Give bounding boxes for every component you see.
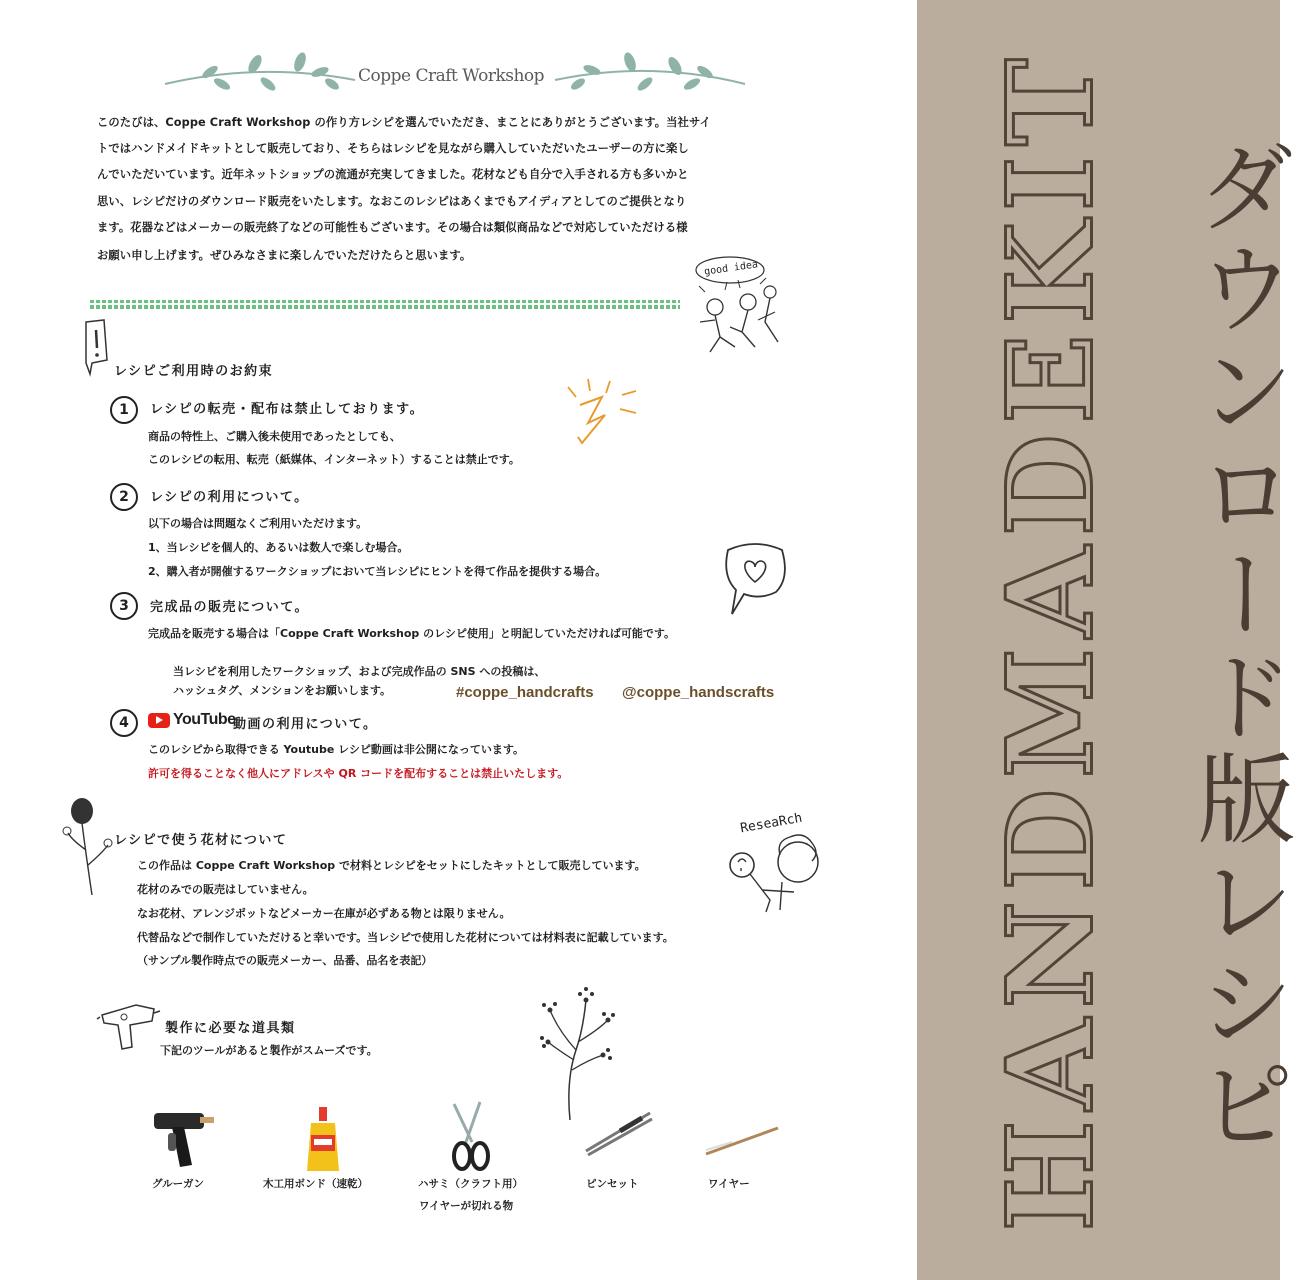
flower-doodle-icon	[62, 795, 114, 900]
intro-line: このたびは、Coppe Craft Workshop の作り方レシピを選んでいただき、まことにありがとうございます。当社サイ	[97, 116, 711, 129]
tool-label: ワイヤー	[708, 1178, 750, 1190]
rule-heading: 完成品の販売について。	[150, 600, 309, 615]
tool-label: グルーガン	[152, 1178, 204, 1190]
rule-heading: レシピの利用について。	[150, 490, 309, 505]
rule-number: 2	[110, 483, 138, 511]
flowers-line: （サンプル製作時点での販売メーカー、品番、品名を表記）	[137, 954, 433, 967]
youtube-wordmark: YouTube	[173, 711, 236, 728]
rule-number: 1	[110, 396, 138, 424]
rule-line: 商品の特性上、ご購入後未使用であったとしても、	[148, 430, 401, 443]
flowers-line: 代替品などで制作していただけると幸いです。当レシピで使用した花材については材料表に記載しています。	[137, 931, 674, 944]
rule-number: 4	[110, 709, 138, 737]
warning-line: 許可を得ることなく他人にアドレスや QR コードを配布することは禁止いたします。	[148, 767, 569, 780]
good-idea-label: good idea	[703, 259, 759, 278]
section-divider	[90, 300, 680, 309]
flowers-line: なお花材、アレンジポットなどメーカー在庫が必ずある物とは限りません。	[137, 907, 511, 920]
sns-line: 当レシピを利用したワークショップ、および完成作品の SNS への投稿は、	[173, 665, 546, 678]
rule-number: 3	[110, 592, 138, 620]
rule-line: 完成品を販売する場合は「Coppe Craft Workshop のレシピ使用」と明記していただければ可能です。	[148, 627, 675, 640]
rule-line: このレシピの転用、転売（紙媒体、インターネット）することは禁止です。	[148, 453, 520, 466]
flowers-line: この作品は Coppe Craft Workshop で材料とレシピをセットにしたキットとして販売しています。	[137, 859, 646, 872]
tools-subtitle: 下記のツールがあると製作がスムーズです。	[160, 1044, 378, 1057]
banner-japanese-title: ダウンロード版レシピ	[1181, 136, 1295, 1156]
intro-line: 思い、レシピだけのダウンロード販売をいたします。なおこのレシピはあくまでもアイディアとしてのご提供となり	[97, 195, 687, 208]
tool-label-line2: ワイヤーが切れる物	[419, 1200, 514, 1212]
rule-line: このレシピから取得できる Youtube レシピ動画は非公開になっています。	[148, 743, 524, 756]
hashtag[interactable]: #coppe_handcrafts	[456, 684, 594, 701]
rule-heading: 動画の利用について。	[233, 717, 378, 732]
research-label: ReseaRch	[739, 810, 804, 837]
intro-line: ます。花器などはメーカーの販売終了などの可能性もございます。その場合は類似商品などで対応していただける様	[97, 221, 688, 234]
flowers-title: レシピで使う花材について	[114, 833, 288, 848]
intro-line: トではハンドメイドキットとして販売しており、そちらはレシピを見ながら購入していただいたユーザーの方に楽し	[97, 142, 689, 155]
heart-bubble-icon	[720, 540, 790, 618]
sparkle-doodle-icon	[560, 375, 650, 450]
wire-icon	[702, 1120, 782, 1160]
glue-gun-icon	[150, 1105, 220, 1170]
exclamation-doodle-icon	[82, 318, 112, 378]
rule-heading: レシピの転売・配布は禁止しております。	[150, 402, 425, 417]
tools-title: 製作に必要な道具類	[165, 1021, 296, 1036]
banner-english-title: HANDMADEKIT	[980, 48, 1120, 1232]
brand-title: Coppe Craft Workshop	[358, 66, 545, 86]
youtube-logo	[148, 711, 236, 729]
wood-glue-icon	[303, 1105, 343, 1175]
tweezers-icon	[580, 1105, 655, 1160]
dill-flower-doodle-icon	[528, 980, 623, 1125]
sns-line: ハッシュタグ、メンションをお願いします。	[173, 684, 391, 697]
tool-label: 木工用ボンド（速乾）	[263, 1178, 368, 1190]
mention[interactable]: @coppe_handscrafts	[622, 684, 775, 701]
youtube-play-icon	[148, 713, 170, 728]
glue-gun-doodle-icon	[96, 995, 162, 1053]
rules-title: レシピご利用時のお約束	[114, 364, 274, 379]
rule-line: 以下の場合は問題なくご利用いただけます。	[148, 517, 368, 530]
intro-line: お願い申し上げます。ぜひみなさまに楽しんでいただけたらと思います。	[97, 249, 472, 262]
tool-label: ハサミ（クラフト用）	[418, 1178, 523, 1190]
rule-line: 2、購入者が開催するワークショップにおいて当レシピにヒントを得て作品を提供する場合。	[148, 565, 607, 578]
intro-line: んでいただいています。近年ネットショップの流通が充実してきました。花材なども自分で入手される方も多いかと	[97, 168, 689, 181]
rule-line: 1、当レシピを個人的、あるいは数人で楽しむ場合。	[148, 541, 409, 554]
flowers-line: 花材のみでの販売はしていません。	[137, 883, 314, 896]
tool-label: ピンセット	[586, 1178, 639, 1190]
scissors-icon	[440, 1100, 500, 1176]
